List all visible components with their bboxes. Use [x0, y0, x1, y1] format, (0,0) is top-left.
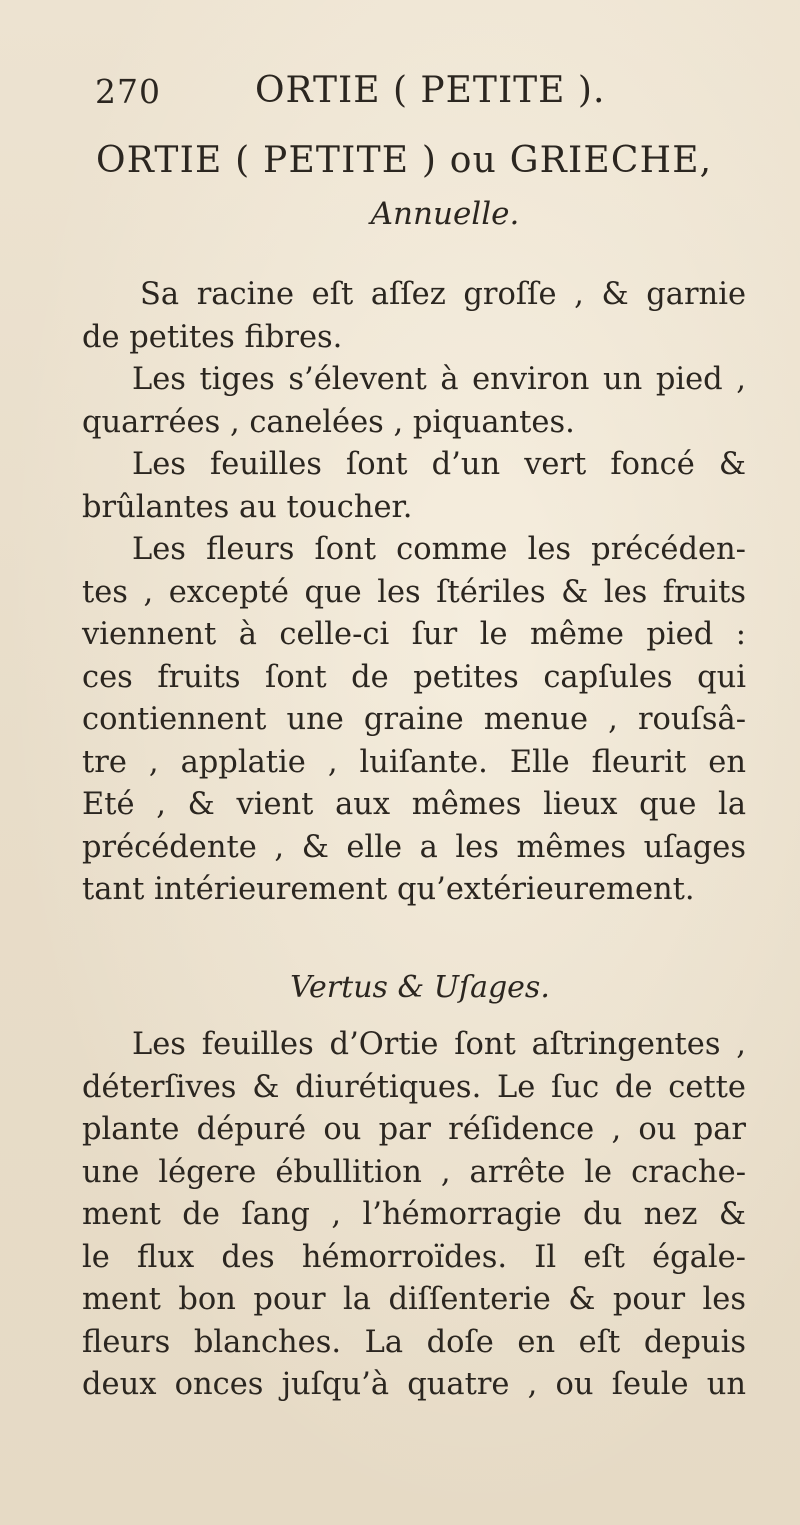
paragraph-racine [82, 274, 746, 359]
text-line: Sa racine eſt aſſez groſſe , & garnie [140, 277, 746, 312]
article-title: ORTIE ( PETITE ) ou GRIECHE, [96, 140, 713, 181]
text-line: tes , excepté que les ſtériles & les fruits [82, 574, 746, 610]
text-line: contiennent une graine menue , rouſsâ- [82, 702, 746, 737]
text-line: Eté , & vient aux mêmes lieux que la [82, 787, 746, 822]
running-head [95, 64, 735, 114]
text-line: ces fruits ſont de petites capſules qui [82, 659, 746, 695]
running-title: ORTIE ( PETITE ). [255, 70, 606, 111]
paragraph-vertus [82, 1024, 746, 1407]
text-line: brûlantes au toucher. [82, 489, 413, 525]
text-line: déterſives & diurétiques. Le ſuc de cette [82, 1069, 746, 1105]
section-heading: Vertus & Uſages. [290, 970, 550, 1005]
paragraph-tiges [82, 359, 746, 444]
text-line: Les feuilles ſont d’un vert foncé & [132, 447, 746, 482]
text-line: plante dépuré ou par réſidence , ou par [82, 1112, 746, 1147]
paragraph-feuilles [82, 444, 746, 529]
text-line: Les feuilles d’Ortie ſont aſtringentes , [132, 1027, 746, 1062]
text-line: le flux des hémorroïdes. Il eſt égale- [82, 1239, 746, 1275]
page-number: 270 [95, 72, 161, 111]
text-line: une légere ébullition , arrête le crache- [82, 1154, 746, 1190]
text-line: précédente , & elle a les mêmes uſages [82, 829, 746, 865]
description-text [82, 274, 746, 912]
text-line: de petites fibres. [82, 319, 343, 355]
paragraph-fleurs [82, 529, 746, 912]
text-line: Les fleurs ſont comme les précéden- [132, 532, 746, 567]
text-line: tre , applatie , luiſante. Elle fleurit en [82, 744, 746, 780]
text-line: fleurs blanches. La doſe en eſt depuis [82, 1324, 746, 1360]
text-line: ment de ſang , l’hémorragie du nez & [82, 1197, 746, 1232]
virtues-text [82, 1024, 746, 1407]
text-line: ment bon pour la diſſenterie & pour les [82, 1282, 746, 1317]
article-subtitle: Annuelle. [370, 196, 520, 232]
text-line: viennent à celle-ci ſur le même pied : [82, 617, 746, 652]
text-line: quarrées , canelées , piquantes. [82, 404, 575, 440]
text-line: tant intérieurement qu’extérieurement. [82, 872, 695, 907]
text-line: deux onces juſqu’à quatre , ou ſeule un [82, 1367, 746, 1402]
text-line: Les tiges s’élevent à environ un pied , [132, 362, 746, 397]
